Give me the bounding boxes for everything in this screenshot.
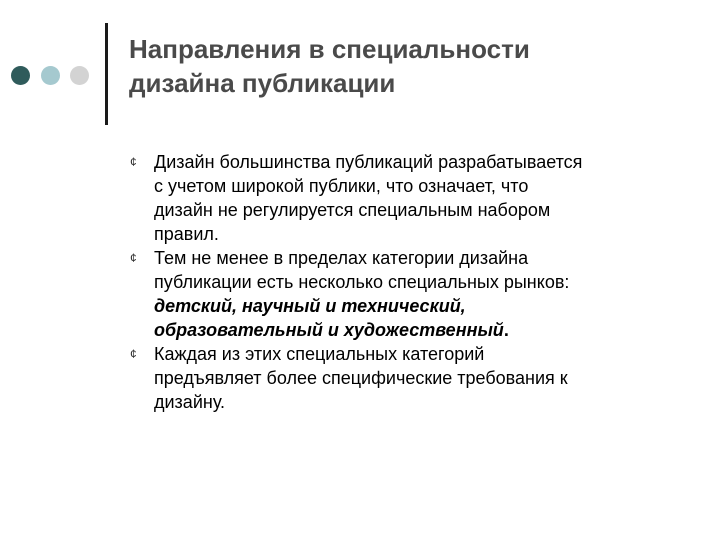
bullet-line-emphasis-final <box>154 318 690 342</box>
light-blue-dot-icon <box>41 66 60 85</box>
title-line-2: дизайна публикации <box>129 68 396 98</box>
emphasis-text: образовательный и художественный <box>154 320 504 340</box>
slide-title <box>129 32 689 100</box>
trailing-period: . <box>503 320 509 340</box>
bullet-marker-icon: ¢ <box>130 251 137 265</box>
bullet-item-1 <box>130 150 690 246</box>
bullet-line: правил. <box>154 224 219 244</box>
bullet-line: Каждая из этих специальных категорий <box>154 344 485 364</box>
title-line-1: Направления в специальности <box>129 34 530 64</box>
bullet-list <box>130 150 690 414</box>
bullet-item-2 <box>130 246 690 342</box>
bullet-line: дизайн не регулируется специальным набором <box>154 200 551 220</box>
bullet-line: с учетом широкой публики, что означает, что <box>154 176 529 196</box>
bullet-line: предъявляет более специфические требования к <box>154 368 568 388</box>
bullet-text <box>154 342 690 414</box>
bullet-marker-icon: ¢ <box>130 347 137 361</box>
bullet-item-3 <box>130 342 690 414</box>
bullet-line: публикации есть несколько специальных рынков: <box>154 272 570 292</box>
bullet-marker-icon: ¢ <box>130 155 137 169</box>
bullet-line: Тем не менее в пределах категории дизайна <box>154 248 529 268</box>
grey-dot-icon <box>70 66 89 85</box>
dark-teal-dot-icon <box>11 66 30 85</box>
bullet-line: Дизайн большинства публикаций разрабатывается <box>154 152 583 172</box>
bullet-text <box>154 150 690 246</box>
bullet-line-emphasis: детский, научный и технический, <box>154 296 466 316</box>
bullet-text <box>154 246 690 342</box>
title-divider-line <box>105 23 108 125</box>
bullet-line: дизайну. <box>154 392 226 412</box>
